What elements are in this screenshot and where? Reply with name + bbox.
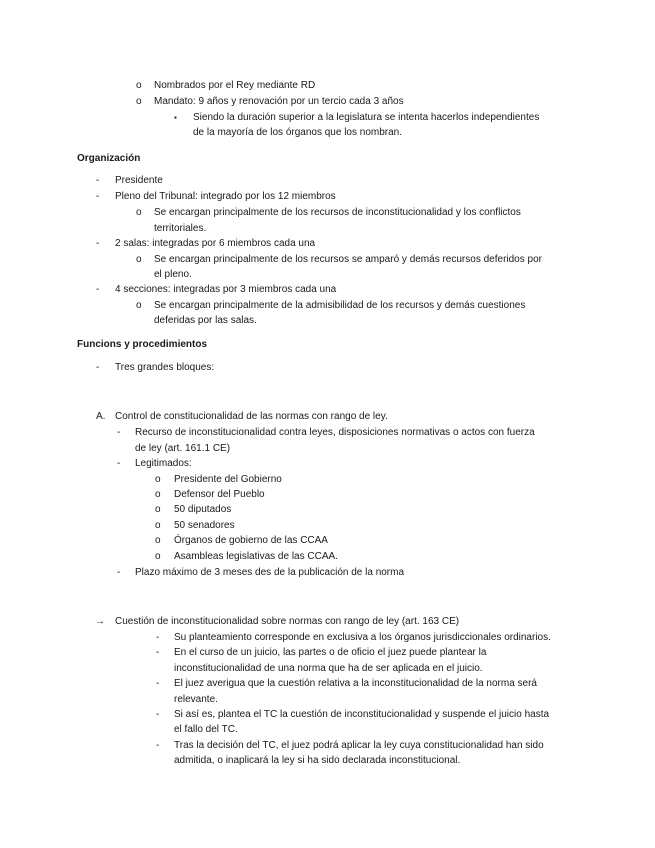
legitimado-item: Asambleas legislativas de las CCAA. bbox=[174, 551, 338, 562]
cuestion-title: Cuestión de inconstitucionalidad sobre normas con rango de ley (art. 163 CE) bbox=[115, 616, 460, 627]
cuestion-item: Tras la decisión del TC, el juez podrá aplicar la ley cuya constitucionalidad han sido bbox=[174, 740, 544, 751]
list-item-nombrados: Nombrados por el Rey mediante RD bbox=[154, 80, 316, 91]
dash-marker: - bbox=[117, 567, 121, 578]
cuestion-item-cont: inconstitucionalidad de una norma que ha de ser aplicada en el juicio. bbox=[174, 663, 483, 674]
list-item-duracion-cont: de la mayoría de los órganos que los nombran. bbox=[193, 127, 403, 138]
list-item-legitimados: Legitimados: bbox=[135, 458, 192, 469]
dash-marker: - bbox=[156, 678, 160, 689]
bullet-marker: o bbox=[136, 80, 142, 91]
dash-marker: - bbox=[96, 191, 100, 202]
bullet-marker: o bbox=[155, 504, 161, 515]
legitimado-item: Presidente del Gobierno bbox=[174, 474, 282, 485]
list-item-salas-desc-cont: el pleno. bbox=[154, 269, 192, 280]
section-a-title: Control de constitucionalidad de las normas con rango de ley. bbox=[115, 411, 388, 422]
list-item-salas: 2 salas: integradas por 6 miembros cada una bbox=[115, 238, 316, 249]
heading-funciones: Funcions y procedimientos bbox=[77, 339, 208, 350]
list-item-secciones: 4 secciones: integradas por 3 miembros cada una bbox=[115, 284, 337, 295]
list-item-secciones-desc-cont: deferidas por las salas. bbox=[154, 315, 257, 326]
bullet-marker: o bbox=[155, 489, 161, 500]
heading-organizacion: Organización bbox=[77, 153, 141, 164]
dash-marker: - bbox=[96, 362, 100, 373]
list-item-salas-desc: Se encargan principalmente de los recursos se amparó y demás recursos deferidos por bbox=[154, 254, 542, 265]
bullet-marker: o bbox=[155, 520, 161, 531]
bullet-marker: o bbox=[155, 474, 161, 485]
cuestion-item: Si así es, plantea el TC la cuestión de inconstitucionalidad y suspende el juicio hasta bbox=[174, 709, 550, 720]
cuestion-item: En el curso de un juicio, las partes o de oficio el juez puede plantear la bbox=[174, 647, 487, 658]
list-item-recurso: Recurso de inconstitucionalidad contra leyes, disposiciones normativas o actos con fuerza bbox=[135, 427, 535, 438]
list-item-pleno-desc-cont: territoriales. bbox=[154, 223, 207, 234]
list-item-recurso-cont: de ley (art. 161.1 CE) bbox=[135, 443, 231, 454]
list-item-plazo: Plazo máximo de 3 meses des de la publicación de la norma bbox=[135, 567, 405, 578]
bullet-marker: o bbox=[155, 535, 161, 546]
dash-marker: - bbox=[96, 284, 100, 295]
list-item-duracion: Siendo la duración superior a la legislatura se intenta hacerlos independientes bbox=[193, 112, 540, 123]
cuestion-item: Su planteamiento corresponde en exclusiva a los órganos jurisdiccionales ordinarios. bbox=[174, 632, 551, 643]
legitimado-item: 50 senadores bbox=[174, 520, 235, 531]
dash-marker: - bbox=[156, 740, 160, 751]
list-item-presidente: Presidente bbox=[115, 175, 163, 186]
dash-marker: - bbox=[156, 647, 160, 658]
dash-marker: - bbox=[96, 238, 100, 249]
dash-marker: - bbox=[156, 709, 160, 720]
square-bullet-marker: ▪ bbox=[174, 113, 177, 122]
cuestion-item-cont: relevante. bbox=[174, 694, 218, 705]
list-item-pleno-desc: Se encargan principalmente de los recursos de inconstitucionalidad y los conflictos bbox=[154, 207, 521, 218]
list-item-mandato: Mandato: 9 años y renovación por un tercio cada 3 años bbox=[154, 96, 404, 107]
bullet-marker: o bbox=[136, 300, 142, 311]
dash-marker: - bbox=[156, 632, 160, 643]
bullet-marker: o bbox=[155, 551, 161, 562]
cuestion-item-cont: el fallo del TC. bbox=[174, 724, 238, 735]
dash-marker: - bbox=[117, 458, 121, 469]
list-item-bloques: Tres grandes bloques: bbox=[115, 362, 215, 373]
bullet-marker: o bbox=[136, 254, 142, 265]
bullet-marker: o bbox=[136, 207, 142, 218]
legitimado-item: Órganos de gobierno de las CCAA bbox=[174, 535, 328, 546]
list-item-pleno: Pleno del Tribunal: integrado por los 12 miembros bbox=[115, 191, 336, 202]
dash-marker: - bbox=[117, 427, 121, 438]
legitimado-item: 50 diputados bbox=[174, 504, 232, 515]
bullet-marker: o bbox=[136, 96, 142, 107]
section-a-marker: A. bbox=[96, 411, 106, 422]
list-item-secciones-desc: Se encargan principalmente de la admisibilidad de los recursos y demás cuestiones bbox=[154, 300, 526, 311]
arrow-right-icon: → bbox=[95, 616, 105, 627]
legitimado-item: Defensor del Pueblo bbox=[174, 489, 265, 500]
cuestion-item-cont: admitida, o inaplicará la ley si ha sido declarada inconstitucional. bbox=[174, 755, 461, 766]
dash-marker: - bbox=[96, 175, 100, 186]
cuestion-item: El juez averigua que la cuestión relativa a la inconstitucionalidad de la norma será bbox=[174, 678, 537, 689]
